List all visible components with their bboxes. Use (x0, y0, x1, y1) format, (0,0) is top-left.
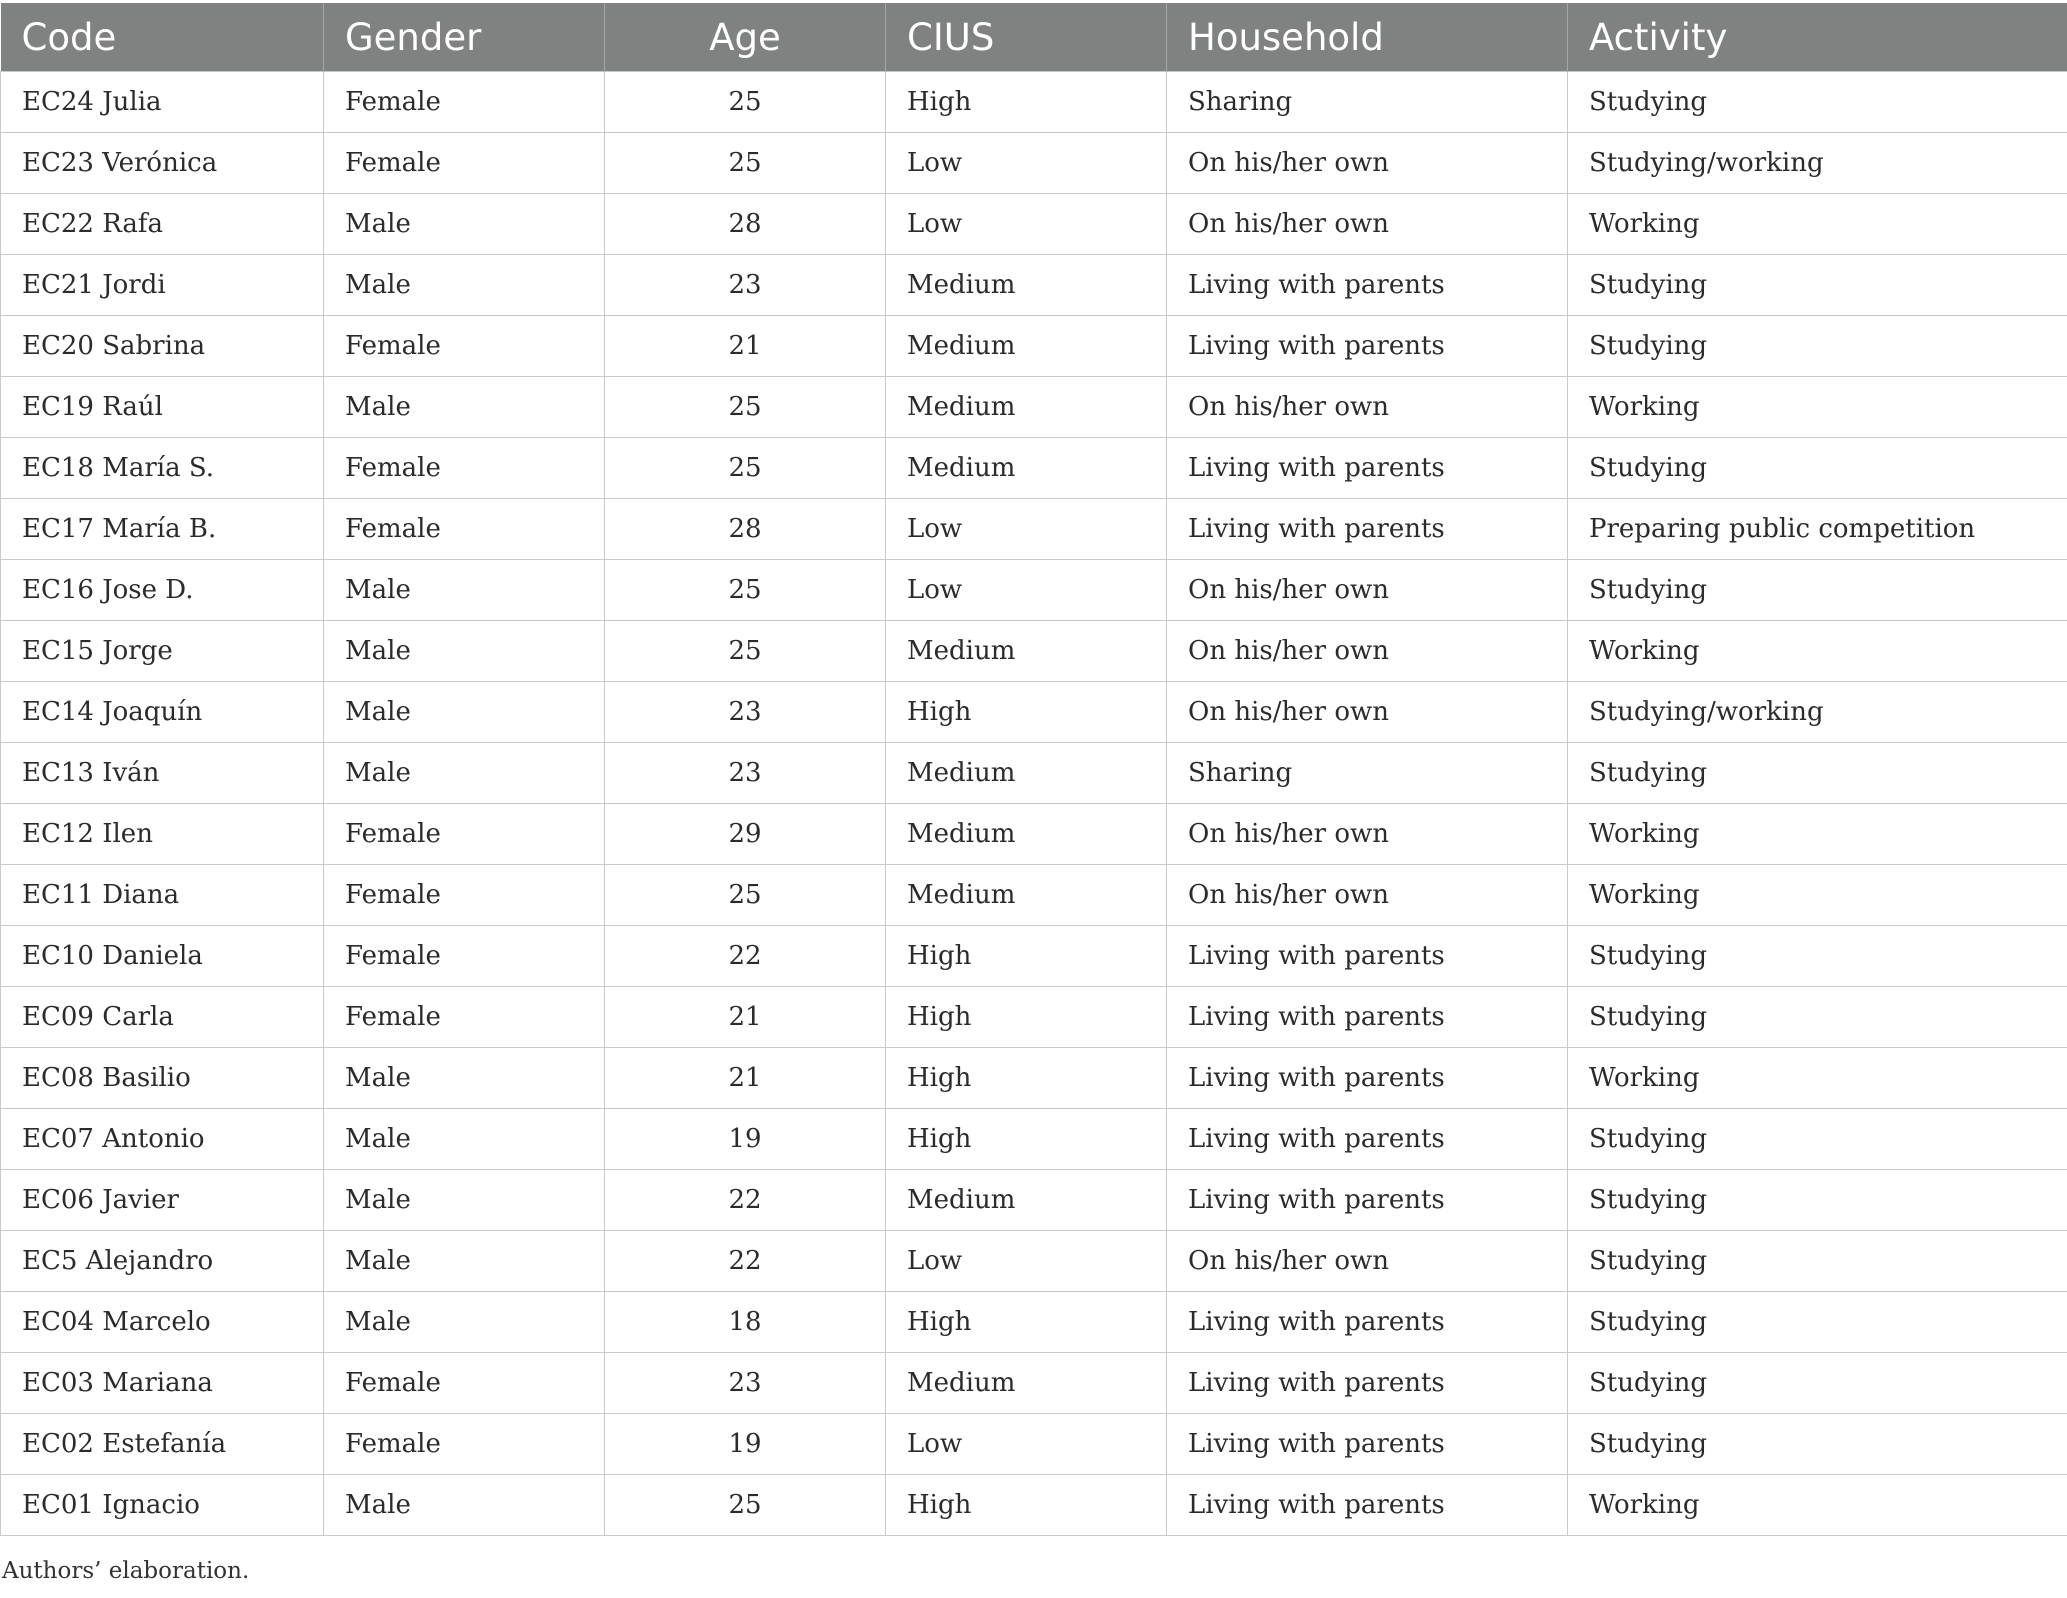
cell-age: 23 (605, 255, 886, 316)
cell-gender: Male (324, 1170, 605, 1231)
cell-household: Living with parents (1167, 1048, 1568, 1109)
table-footnote: Authors’ elaboration. (2, 1558, 250, 1584)
table-row (1, 621, 2067, 682)
cell-household: Living with parents (1167, 1109, 1568, 1170)
cell-cius: Low (886, 1231, 1167, 1292)
cell-cius: High (886, 682, 1167, 743)
table-header (1, 3, 2067, 72)
cell-activity: Studying (1568, 1292, 2067, 1353)
cell-household: On his/her own (1167, 133, 1568, 194)
table-row (1, 1109, 2067, 1170)
table-row (1, 804, 2067, 865)
cell-activity: Working (1568, 377, 2067, 438)
cell-cius: Low (886, 560, 1167, 621)
cell-cius: Low (886, 194, 1167, 255)
cell-age: 29 (605, 804, 886, 865)
cell-age: 18 (605, 1292, 886, 1353)
cell-activity: Studying/working (1568, 133, 2067, 194)
cell-gender: Male (324, 377, 605, 438)
cell-household: On his/her own (1167, 194, 1568, 255)
cell-code: EC11 Diana (1, 865, 324, 926)
cell-household: Living with parents (1167, 926, 1568, 987)
cell-cius: High (886, 72, 1167, 133)
cell-age: 23 (605, 743, 886, 804)
cell-cius: Low (886, 1414, 1167, 1475)
cell-household: Sharing (1167, 72, 1568, 133)
cell-cius: High (886, 1048, 1167, 1109)
cell-gender: Male (324, 1475, 605, 1536)
cell-cius: Low (886, 133, 1167, 194)
cell-cius: High (886, 1475, 1167, 1536)
cell-household: Living with parents (1167, 1475, 1568, 1536)
cell-cius: High (886, 1292, 1167, 1353)
cell-activity: Studying (1568, 1414, 2067, 1475)
cell-age: 25 (605, 438, 886, 499)
cell-cius: Medium (886, 377, 1167, 438)
header-age: Age (605, 3, 886, 72)
cell-age: 22 (605, 926, 886, 987)
cell-gender: Male (324, 682, 605, 743)
cell-activity: Studying (1568, 926, 2067, 987)
header-activity: Activity (1568, 3, 2067, 72)
cell-household: Living with parents (1167, 1292, 1568, 1353)
cell-household: On his/her own (1167, 865, 1568, 926)
header-cius: CIUS (886, 3, 1167, 72)
cell-gender: Female (324, 1353, 605, 1414)
cell-gender: Male (324, 1048, 605, 1109)
table-row (1, 1048, 2067, 1109)
cell-code: EC02 Estefanía (1, 1414, 324, 1475)
cell-cius: Medium (886, 865, 1167, 926)
cell-household: Living with parents (1167, 1170, 1568, 1231)
cell-gender: Female (324, 72, 605, 133)
cell-age: 23 (605, 682, 886, 743)
cell-household: Living with parents (1167, 438, 1568, 499)
cell-activity: Preparing public competition (1568, 499, 2067, 560)
cell-activity: Studying (1568, 72, 2067, 133)
cell-age: 25 (605, 133, 886, 194)
cell-household: On his/her own (1167, 377, 1568, 438)
cell-age: 25 (605, 1475, 886, 1536)
participants-table-container (0, 3, 2067, 1536)
cell-household: Living with parents (1167, 1353, 1568, 1414)
cell-code: EC18 María S. (1, 438, 324, 499)
cell-code: EC16 Jose D. (1, 560, 324, 621)
cell-age: 21 (605, 1048, 886, 1109)
cell-age: 28 (605, 499, 886, 560)
cell-age: 22 (605, 1231, 886, 1292)
cell-code: EC07 Antonio (1, 1109, 324, 1170)
cell-gender: Female (324, 133, 605, 194)
cell-activity: Studying (1568, 743, 2067, 804)
cell-age: 25 (605, 560, 886, 621)
table-row (1, 72, 2067, 133)
cell-code: EC22 Rafa (1, 194, 324, 255)
table-row (1, 133, 2067, 194)
cell-activity: Working (1568, 865, 2067, 926)
table-row (1, 194, 2067, 255)
cell-activity: Working (1568, 804, 2067, 865)
table-row (1, 682, 2067, 743)
cell-activity: Studying/working (1568, 682, 2067, 743)
cell-age: 21 (605, 316, 886, 377)
cell-code: EC09 Carla (1, 987, 324, 1048)
cell-activity: Studying (1568, 1170, 2067, 1231)
cell-cius: High (886, 926, 1167, 987)
cell-code: EC04 Marcelo (1, 1292, 324, 1353)
cell-age: 25 (605, 72, 886, 133)
header-household: Household (1167, 3, 1568, 72)
cell-household: On his/her own (1167, 804, 1568, 865)
cell-code: EC12 Ilen (1, 804, 324, 865)
cell-code: EC03 Mariana (1, 1353, 324, 1414)
table-row (1, 926, 2067, 987)
cell-age: 19 (605, 1109, 886, 1170)
cell-code: EC06 Javier (1, 1170, 324, 1231)
cell-cius: Medium (886, 438, 1167, 499)
table-row (1, 560, 2067, 621)
cell-age: 25 (605, 865, 886, 926)
table-row (1, 865, 2067, 926)
cell-code: EC15 Jorge (1, 621, 324, 682)
header-gender: Gender (324, 3, 605, 72)
cell-household: On his/her own (1167, 1231, 1568, 1292)
cell-activity: Working (1568, 194, 2067, 255)
cell-code: EC17 María B. (1, 499, 324, 560)
cell-activity: Studying (1568, 1109, 2067, 1170)
cell-activity: Studying (1568, 255, 2067, 316)
cell-cius: Medium (886, 1170, 1167, 1231)
cell-household: On his/her own (1167, 621, 1568, 682)
table-body (1, 72, 2067, 1536)
cell-code: EC10 Daniela (1, 926, 324, 987)
cell-household: Living with parents (1167, 1414, 1568, 1475)
cell-activity: Studying (1568, 560, 2067, 621)
cell-gender: Female (324, 438, 605, 499)
header-code: Code (1, 3, 324, 72)
table-row (1, 1292, 2067, 1353)
table-row (1, 743, 2067, 804)
table-row (1, 377, 2067, 438)
cell-activity: Studying (1568, 438, 2067, 499)
cell-age: 23 (605, 1353, 886, 1414)
table-row (1, 1231, 2067, 1292)
table-row (1, 1414, 2067, 1475)
cell-code: EC08 Basilio (1, 1048, 324, 1109)
cell-gender: Female (324, 499, 605, 560)
cell-code: EC20 Sabrina (1, 316, 324, 377)
cell-activity: Studying (1568, 1231, 2067, 1292)
table-row (1, 987, 2067, 1048)
table-row (1, 1475, 2067, 1536)
cell-household: Living with parents (1167, 499, 1568, 560)
cell-activity: Working (1568, 621, 2067, 682)
cell-cius: Medium (886, 621, 1167, 682)
cell-gender: Male (324, 1292, 605, 1353)
cell-household: On his/her own (1167, 682, 1568, 743)
cell-code: EC23 Verónica (1, 133, 324, 194)
cell-cius: Medium (886, 743, 1167, 804)
cell-code: EC14 Joaquín (1, 682, 324, 743)
cell-household: Living with parents (1167, 316, 1568, 377)
header-row (1, 3, 2067, 72)
cell-household: On his/her own (1167, 560, 1568, 621)
cell-gender: Female (324, 926, 605, 987)
cell-gender: Male (324, 1231, 605, 1292)
table-row (1, 499, 2067, 560)
cell-age: 22 (605, 1170, 886, 1231)
cell-gender: Female (324, 316, 605, 377)
cell-cius: Medium (886, 804, 1167, 865)
cell-age: 21 (605, 987, 886, 1048)
cell-gender: Male (324, 255, 605, 316)
cell-code: EC21 Jordi (1, 255, 324, 316)
cell-cius: High (886, 987, 1167, 1048)
cell-age: 25 (605, 377, 886, 438)
table-row (1, 1353, 2067, 1414)
cell-gender: Female (324, 804, 605, 865)
cell-gender: Male (324, 1109, 605, 1170)
cell-gender: Male (324, 194, 605, 255)
cell-code: EC19 Raúl (1, 377, 324, 438)
cell-cius: Medium (886, 316, 1167, 377)
cell-household: Living with parents (1167, 255, 1568, 316)
table-row (1, 438, 2067, 499)
cell-code: EC13 Iván (1, 743, 324, 804)
participants-table (0, 3, 2067, 1536)
cell-cius: Medium (886, 1353, 1167, 1414)
cell-activity: Working (1568, 1475, 2067, 1536)
cell-household: Living with parents (1167, 987, 1568, 1048)
cell-age: 25 (605, 621, 886, 682)
cell-age: 19 (605, 1414, 886, 1475)
cell-gender: Male (324, 560, 605, 621)
cell-gender: Female (324, 865, 605, 926)
cell-code: EC01 Ignacio (1, 1475, 324, 1536)
cell-cius: Medium (886, 255, 1167, 316)
cell-cius: Low (886, 499, 1167, 560)
cell-household: Sharing (1167, 743, 1568, 804)
cell-activity: Studying (1568, 316, 2067, 377)
cell-age: 28 (605, 194, 886, 255)
table-row (1, 316, 2067, 377)
cell-gender: Female (324, 1414, 605, 1475)
cell-gender: Male (324, 621, 605, 682)
cell-activity: Studying (1568, 1353, 2067, 1414)
cell-gender: Male (324, 743, 605, 804)
cell-code: EC24 Julia (1, 72, 324, 133)
table-row (1, 1170, 2067, 1231)
cell-code: EC5 Alejandro (1, 1231, 324, 1292)
cell-cius: High (886, 1109, 1167, 1170)
cell-gender: Female (324, 987, 605, 1048)
table-row (1, 255, 2067, 316)
cell-activity: Working (1568, 1048, 2067, 1109)
cell-activity: Studying (1568, 987, 2067, 1048)
